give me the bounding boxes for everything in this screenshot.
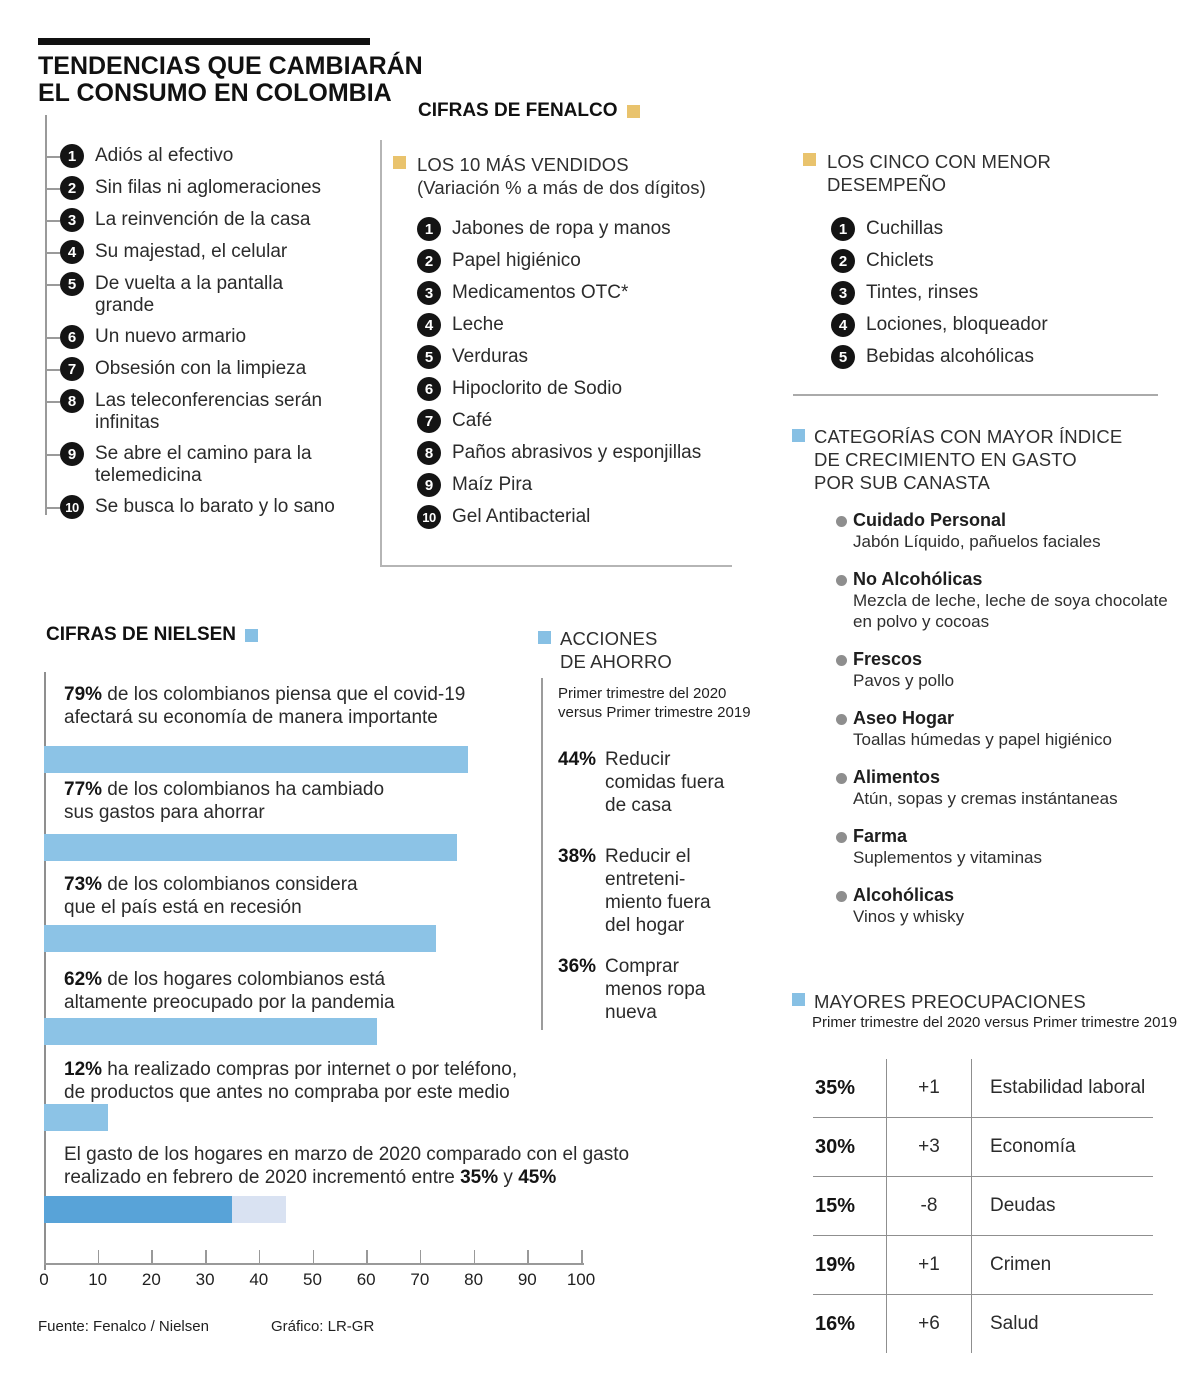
- range-min-segment: [44, 1196, 232, 1223]
- top10-item: [417, 250, 712, 273]
- savings-label: Comprar menos ropa nueva: [605, 956, 706, 1023]
- concern-change: +1: [886, 1059, 972, 1117]
- bullet-icon: [836, 891, 847, 902]
- bullet-icon: [836, 832, 847, 843]
- concerns-table: [813, 1059, 1153, 1353]
- bracket-tick: [45, 454, 60, 456]
- bar-label: 79% de los colombianos piensa que el covid-19 afectará su economía de manera importante: [64, 684, 466, 728]
- chart-y-axis-line: [44, 672, 46, 1270]
- categories-title-line3: POR SUB CANASTA: [814, 472, 990, 493]
- concern-label: Salud: [990, 1313, 1039, 1334]
- axis-tick: [581, 1250, 583, 1263]
- categories-heading: [792, 425, 1122, 494]
- bar-label: 77% de los colombianos ha cambiado sus gastos para ahorrar: [64, 779, 385, 823]
- blue-square-icon: [245, 629, 258, 642]
- concern-change: -8: [886, 1177, 972, 1235]
- axis-tick: [313, 1250, 315, 1263]
- category-desc: Atún, sopas y cremas instántaneas: [853, 789, 1118, 808]
- data-bar-range: [44, 1196, 286, 1223]
- concern-percent: 15%: [815, 1194, 856, 1217]
- rank-badge: 2: [831, 249, 855, 273]
- top10-label: Maíz Pira: [452, 474, 533, 495]
- category-name: Alcohólicas: [853, 885, 955, 905]
- categories-title: [814, 425, 1122, 494]
- trend-item: [60, 241, 340, 264]
- trends-list: [60, 145, 340, 519]
- category-item: [836, 767, 1176, 809]
- top10-item: [417, 410, 712, 433]
- top10-item: [417, 378, 712, 401]
- savings-item: [558, 845, 737, 937]
- concern-label: Economía: [990, 1136, 1076, 1157]
- bullet-icon: [836, 714, 847, 725]
- trend-item: [60, 209, 340, 232]
- concern-row: [813, 1059, 1153, 1118]
- bar-label: 73% de los colombianos considera que el país está en recesión: [64, 874, 358, 918]
- nielsen-section-title: [46, 624, 258, 646]
- rank-badge: 3: [831, 281, 855, 305]
- bullet-icon: [836, 575, 847, 586]
- category-item: [836, 649, 1176, 691]
- axis-tick-label: 90: [517, 1270, 537, 1289]
- rank-badge: 8: [60, 389, 84, 413]
- trend-item: [60, 326, 340, 349]
- rank-badge: 5: [60, 272, 84, 296]
- categories-title-line2: DE CRECIMIENTO EN GASTO: [814, 449, 1077, 470]
- lowest5-label: Lociones, bloqueador: [866, 314, 1048, 335]
- bracket-tick: [45, 284, 60, 286]
- data-bar: [44, 746, 468, 773]
- axis-tick-label: 60: [356, 1270, 376, 1289]
- rank-badge: 7: [417, 409, 441, 433]
- source-credit: Fuente: Fenalco / Nielsen: [38, 1318, 209, 1335]
- rank-badge: 3: [417, 281, 441, 305]
- axis-tick: [259, 1250, 261, 1263]
- rank-badge: 2: [60, 176, 84, 200]
- rank-badge: 4: [831, 313, 855, 337]
- bracket-tick: [45, 337, 60, 339]
- lowest5-label: Chiclets: [866, 250, 934, 271]
- bracket-tick: [45, 369, 60, 371]
- categories-list: [836, 510, 1176, 927]
- top10-label: Medicamentos OTC*: [452, 282, 629, 303]
- savings-title: [560, 627, 672, 673]
- bracket-tick: [45, 188, 60, 190]
- concern-percent: 19%: [815, 1253, 856, 1276]
- data-bar: [44, 1104, 108, 1131]
- top10-label: Papel higiénico: [452, 250, 581, 271]
- lowest5-title: [827, 150, 1051, 196]
- top10-item: [417, 506, 712, 529]
- bar-label: El gasto de los hogares en marzo de 2020 comparado con el gasto realizado en febrero de 2020 incrementó entre 35% y 45%: [64, 1144, 630, 1188]
- concern-percent: 30%: [815, 1135, 856, 1158]
- category-desc: Mezcla de leche, leche de soya chocolate en polvo y cocoas: [853, 591, 1168, 631]
- trend-label: Su majestad, el celular: [95, 241, 288, 262]
- savings-heading: [538, 627, 672, 673]
- axis-tick: [98, 1250, 100, 1263]
- bullet-icon: [836, 516, 847, 527]
- concern-label: Deudas: [990, 1195, 1056, 1216]
- gold-square-icon: [627, 105, 640, 118]
- savings-title-line2: DE AHORRO: [560, 651, 672, 672]
- concern-change: +3: [886, 1118, 972, 1176]
- chart-x-axis: [39, 1250, 596, 1300]
- category-name: Aseo Hogar: [853, 708, 955, 728]
- lowest5-item: [831, 282, 1126, 305]
- category-item: [836, 708, 1176, 750]
- axis-tick-label: 10: [88, 1270, 108, 1289]
- category-item: [836, 510, 1176, 552]
- category-desc: Toallas húmedas y papel higiénico: [853, 730, 1112, 749]
- concern-row: [813, 1295, 1153, 1353]
- axis-tick-label: 0: [39, 1270, 49, 1289]
- trend-label: Obsesión con la limpieza: [95, 358, 307, 379]
- axis-tick-label: 30: [195, 1270, 215, 1289]
- concern-percent: 35%: [815, 1076, 856, 1099]
- top10-label: Paños abrasivos y esponjillas: [452, 442, 702, 463]
- page-title: [38, 53, 423, 107]
- page-title-line1: TENDENCIAS QUE CAMBIARÁN: [38, 52, 423, 80]
- concern-percent: 16%: [815, 1312, 856, 1335]
- trend-item: [60, 390, 340, 434]
- axis-tick: [366, 1250, 368, 1263]
- bracket-tick: [45, 252, 60, 254]
- page-title-line2: EL CONSUMO EN COLOMBIA: [38, 79, 392, 107]
- concern-row: [813, 1236, 1153, 1295]
- rank-badge: 1: [831, 217, 855, 241]
- lowest5-list: [831, 218, 1126, 369]
- bar-label: 62% de los hogares colombianos está altamente preocupado por la pandemia: [64, 969, 395, 1013]
- trend-label: Sin filas ni aglomeraciones: [95, 177, 322, 198]
- savings-subtitle: Primer trimestre del 2020 versus Primer trimestre 2019: [558, 685, 751, 721]
- trend-item: [60, 443, 340, 487]
- lowest5-label: Cuchillas: [866, 218, 944, 239]
- top10-heading: [393, 153, 706, 199]
- fenalco-section-title: [418, 100, 640, 122]
- rank-badge: 7: [60, 357, 84, 381]
- nielsen-header-text: CIFRAS DE NIELSEN: [46, 624, 237, 645]
- lowest5-item: [831, 346, 1126, 369]
- graphic-credit: Gráfico: LR-GR: [270, 1318, 375, 1335]
- section-divider: [793, 394, 1158, 396]
- top10-label: Café: [452, 410, 493, 431]
- axis-tick-label: 20: [141, 1270, 161, 1289]
- trend-label: Adiós al efectivo: [95, 145, 234, 166]
- savings-title-line1: ACCIONES: [560, 628, 658, 649]
- rank-badge: 4: [60, 240, 84, 264]
- rank-badge: 8: [417, 441, 441, 465]
- savings-percent: 38%: [558, 846, 597, 867]
- concern-row: [813, 1118, 1153, 1177]
- top10-item: [417, 282, 712, 305]
- category-item: [836, 826, 1176, 868]
- top10-label: Verduras: [452, 346, 529, 367]
- category-desc: Suplementos y vitaminas: [853, 848, 1042, 867]
- savings-left-border: [541, 678, 543, 1030]
- lowest5-title-line2: DESEMPEÑO: [827, 174, 947, 195]
- lowest5-title-line1: LOS CINCO CON MENOR: [827, 151, 1051, 172]
- range-max-segment: [232, 1196, 286, 1223]
- rank-badge: 2: [417, 249, 441, 273]
- axis-tick: [474, 1250, 476, 1263]
- bullet-icon: [836, 655, 847, 666]
- x-axis-line: [44, 1263, 584, 1265]
- savings-item: [558, 955, 737, 1024]
- top10-title-text: LOS 10 MÁS VENDIDOS: [417, 154, 629, 175]
- bracket-tick: [45, 401, 60, 403]
- gold-square-icon: [393, 156, 406, 169]
- top10-item: [417, 314, 712, 337]
- top10-label: Leche: [452, 314, 504, 335]
- trend-label: De vuelta a la pantalla grande: [95, 273, 284, 316]
- rank-badge: 5: [417, 345, 441, 369]
- axis-tick-label: 70: [410, 1270, 430, 1289]
- lowest5-label: Bebidas alcohólicas: [866, 346, 1034, 367]
- axis-tick: [420, 1250, 422, 1263]
- rank-badge: 6: [60, 325, 84, 349]
- category-name: Frescos: [853, 649, 923, 669]
- rank-badge: 1: [417, 217, 441, 241]
- trend-item: [60, 145, 340, 168]
- title-rule: [38, 38, 370, 45]
- category-name: Alimentos: [853, 767, 941, 787]
- savings-percent: 44%: [558, 749, 597, 770]
- trend-item: [60, 358, 340, 381]
- data-bar: [44, 834, 457, 861]
- savings-label: Reducir el entreteni-miento fuera del hogar: [605, 846, 711, 936]
- lowest5-item: [831, 218, 1126, 241]
- concerns-title: MAYORES PREOCUPACIONES: [814, 991, 1086, 1012]
- fenalco-header-text: CIFRAS DE FENALCO: [418, 100, 618, 121]
- savings-item: [558, 748, 737, 817]
- top10-label: Gel Antibacterial: [452, 506, 591, 527]
- trend-item: [60, 273, 340, 317]
- category-item: [836, 569, 1176, 632]
- bullet-icon: [836, 773, 847, 784]
- rank-badge: 1: [60, 144, 84, 168]
- bracket-tick: [45, 156, 60, 158]
- bar-label: 12% ha realizado compras por internet o por teléfono, de productos que antes no compraba por este medio: [64, 1059, 518, 1103]
- top10-item: [417, 442, 712, 465]
- top10-list: [417, 218, 712, 529]
- bracket-tick: [45, 220, 60, 222]
- blue-square-icon: [538, 631, 551, 644]
- trend-label: Se abre el camino para la telemedicina: [95, 443, 312, 486]
- rank-badge: 9: [60, 442, 84, 466]
- trend-label: Se busca lo barato y lo sano: [95, 496, 335, 517]
- top10-item: [417, 474, 712, 497]
- category-desc: Vinos y whisky: [853, 907, 965, 926]
- concern-label: Crimen: [990, 1254, 1052, 1275]
- top10-item: [417, 218, 712, 241]
- top10-item: [417, 346, 712, 369]
- top10-subtitle-text: (Variación % a más de dos dígitos): [417, 177, 706, 198]
- rank-badge: 4: [417, 313, 441, 337]
- axis-tick: [151, 1250, 153, 1263]
- axis-tick-label: 40: [249, 1270, 269, 1289]
- rank-badge: 3: [60, 208, 84, 232]
- category-name: Cuidado Personal: [853, 510, 1007, 530]
- category-item: [836, 885, 1176, 927]
- data-bar: [44, 1018, 377, 1045]
- gold-square-icon: [803, 153, 816, 166]
- trend-label: La reinvención de la casa: [95, 209, 311, 230]
- axis-tick-label: 50: [303, 1270, 322, 1289]
- blue-square-icon: [792, 993, 805, 1006]
- rank-badge: 10: [60, 495, 84, 519]
- lowest5-label: Tintes, rinses: [866, 282, 979, 303]
- axis-tick: [527, 1250, 529, 1263]
- concern-change: +1: [886, 1236, 972, 1294]
- trend-label: Un nuevo armario: [95, 326, 247, 347]
- category-name: Farma: [853, 826, 908, 846]
- concerns-subtitle: Primer trimestre del 2020 versus Primer trimestre 2019: [812, 1014, 1178, 1031]
- lowest5-item: [831, 250, 1126, 273]
- categories-title-line1: CATEGORÍAS CON MAYOR ÍNDICE: [814, 426, 1123, 447]
- top10-title: [417, 153, 706, 199]
- trend-label: Las teleconferencias serán infinitas: [95, 390, 323, 433]
- category-desc: Pavos y pollo: [853, 671, 955, 690]
- concern-change: +6: [886, 1295, 972, 1353]
- axis-tick: [44, 1250, 46, 1263]
- blue-square-icon: [792, 429, 805, 442]
- footer: [38, 1318, 374, 1335]
- lowest5-heading: [803, 150, 1051, 196]
- bracket-tick: [45, 507, 60, 509]
- rank-badge: 10: [417, 505, 441, 529]
- data-bar: [44, 925, 436, 952]
- concern-label: Estabilidad laboral: [990, 1077, 1146, 1098]
- rank-badge: 5: [831, 345, 855, 369]
- top10-label: Hipoclorito de Sodio: [452, 378, 623, 399]
- rank-badge: 9: [417, 473, 441, 497]
- savings-percent: 36%: [558, 956, 597, 977]
- top10-label: Jabones de ropa y manos: [452, 218, 671, 239]
- fenalco-box-bottom-border: [380, 565, 732, 567]
- trend-item: [60, 177, 340, 200]
- concern-row: [813, 1177, 1153, 1236]
- axis-tick-label: 100: [566, 1270, 596, 1289]
- category-name: No Alcohólicas: [853, 569, 983, 589]
- trend-item: [60, 496, 340, 519]
- lowest5-item: [831, 314, 1126, 337]
- concerns-heading: [792, 990, 1086, 1013]
- rank-badge: 6: [417, 377, 441, 401]
- axis-tick: [205, 1250, 207, 1263]
- savings-label: Reducir comidas fuera de casa: [605, 749, 725, 816]
- fenalco-box-left-border: [380, 140, 382, 565]
- category-desc: Jabón Líquido, pañuelos faciales: [853, 532, 1101, 551]
- axis-tick-label: 80: [464, 1270, 484, 1289]
